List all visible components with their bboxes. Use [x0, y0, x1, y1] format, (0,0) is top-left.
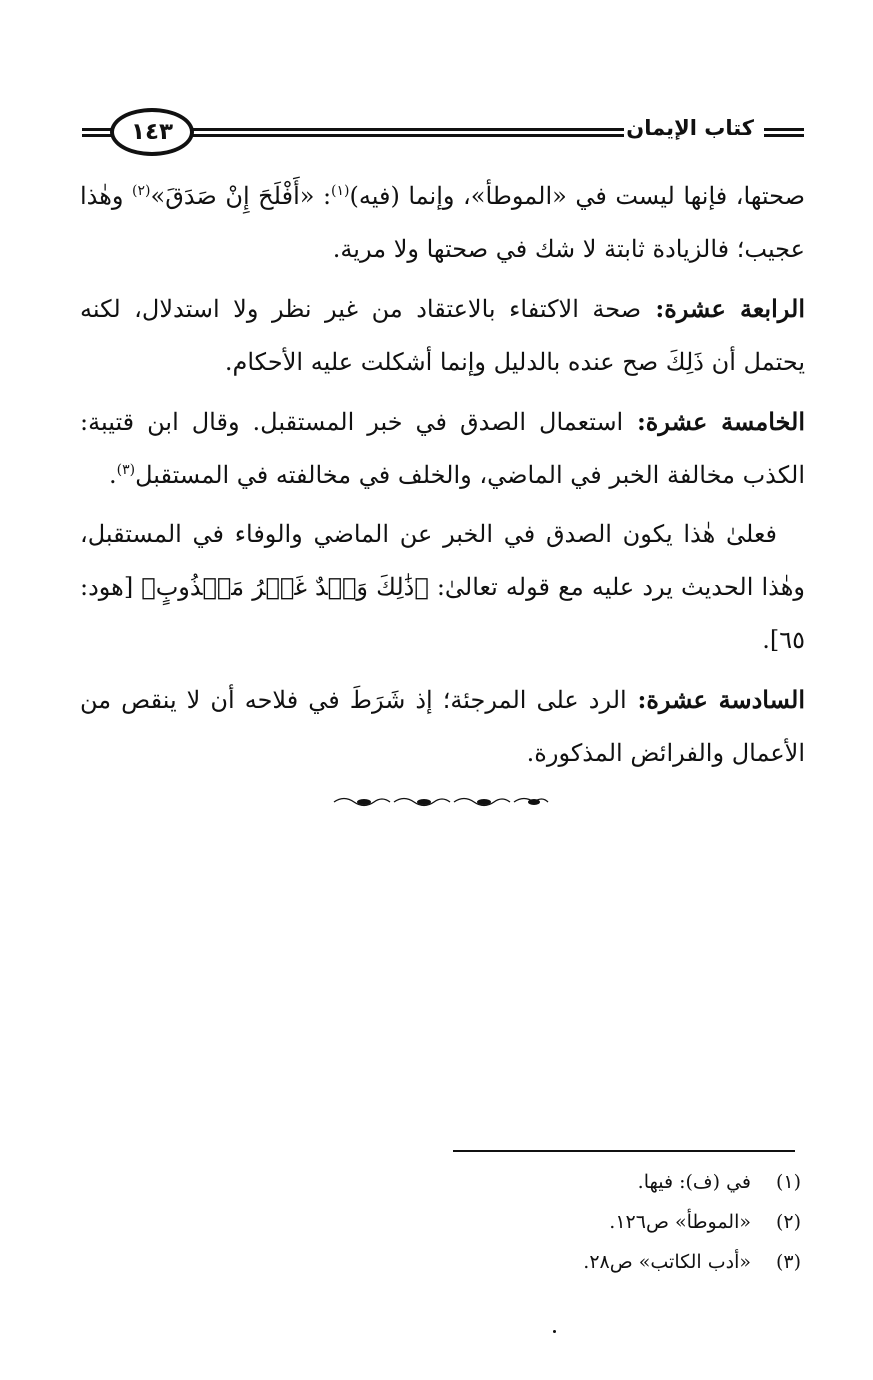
paragraph-heading: السادسة عشرة: — [626, 685, 805, 714]
header-title: كتاب الإيمان — [626, 116, 754, 140]
text-run: : «أَفْلَحَ إِنْ صَدَقَ» — [150, 182, 332, 210]
paragraph-p1 — [80, 170, 805, 276]
footnote-ref[interactable]: (٣) — [116, 462, 136, 478]
header-rule-middle — [190, 128, 624, 140]
footnotes — [401, 1162, 801, 1282]
footnote-ref[interactable]: (١) — [331, 183, 350, 199]
footnote-text: في (ف): فيها. — [637, 1171, 751, 1193]
paragraph-heading: الرابعة عشرة: — [641, 294, 806, 323]
paragraph-p3 — [80, 395, 805, 502]
running-header — [82, 108, 804, 160]
divider-ornament — [330, 793, 552, 811]
footnote-item — [401, 1162, 801, 1202]
header-rule-right — [764, 128, 804, 140]
footnote-number: (١) — [775, 1171, 801, 1193]
paragraph-p5 — [80, 673, 805, 780]
footnote-separator — [453, 1150, 795, 1152]
paragraph-heading: الخامسة عشرة: — [623, 407, 805, 436]
page-number: ١٤٣ — [130, 119, 174, 145]
main-text — [80, 170, 805, 786]
footnote-number: (٣) — [775, 1251, 801, 1273]
paragraph-p2 — [80, 282, 805, 389]
text-run: استعمال الصدق في خبر المستقبل. وقال ابن قتيبة: الكذب مخالفة الخبر في الماضي، والخلف في مخالفته في المستقبل — [80, 408, 805, 489]
footnote-item — [401, 1242, 801, 1282]
text-run: صحتها، فإنها ليست في «الموطأ»، وإنما (فيه) — [349, 182, 806, 210]
footnote-text: «الموطأ» ص١٢٦. — [609, 1211, 751, 1233]
footnote-ref[interactable]: (٢) — [132, 183, 151, 199]
text-run: . — [109, 461, 117, 489]
page-speck — [553, 1330, 556, 1333]
text-run: صحة الاكتفاء بالاعتقاد من غير نظر ولا استدلال، لكنه يحتمل أن ذَلِكَ صح عنده بالدليل وإنما أشكلت عليه الأحكام. — [80, 295, 805, 376]
text-run: فعلىٰ هٰذا يكون الصدق في الخبر عن الماضي والوفاء في المستقبل، وهٰذا الحديث يرد عليه مع قوله تعالىٰ: ﴿ذَٰلِكَ وَعۡدٌ غَيۡرُ مَكۡذُوبٍ﴾ [هود: ٦٥]. — [80, 520, 805, 654]
paragraph-p4 — [80, 508, 805, 667]
footnote-text: «أدب الكاتب» ص٢٨. — [583, 1251, 751, 1273]
footnote-number: (٢) — [775, 1211, 801, 1233]
page-number-badge — [110, 108, 194, 156]
text-run: الرد على المرجئة؛ إذ شَرَطَ في فلاحه أن لا ينقص من الأعمال والفرائض المذكورة. — [80, 686, 805, 767]
footnote-item — [401, 1202, 801, 1242]
text-run: وهٰذا عجيب؛ فالزيادة ثابتة لا شك في صحتها ولا مرية. — [80, 182, 805, 263]
